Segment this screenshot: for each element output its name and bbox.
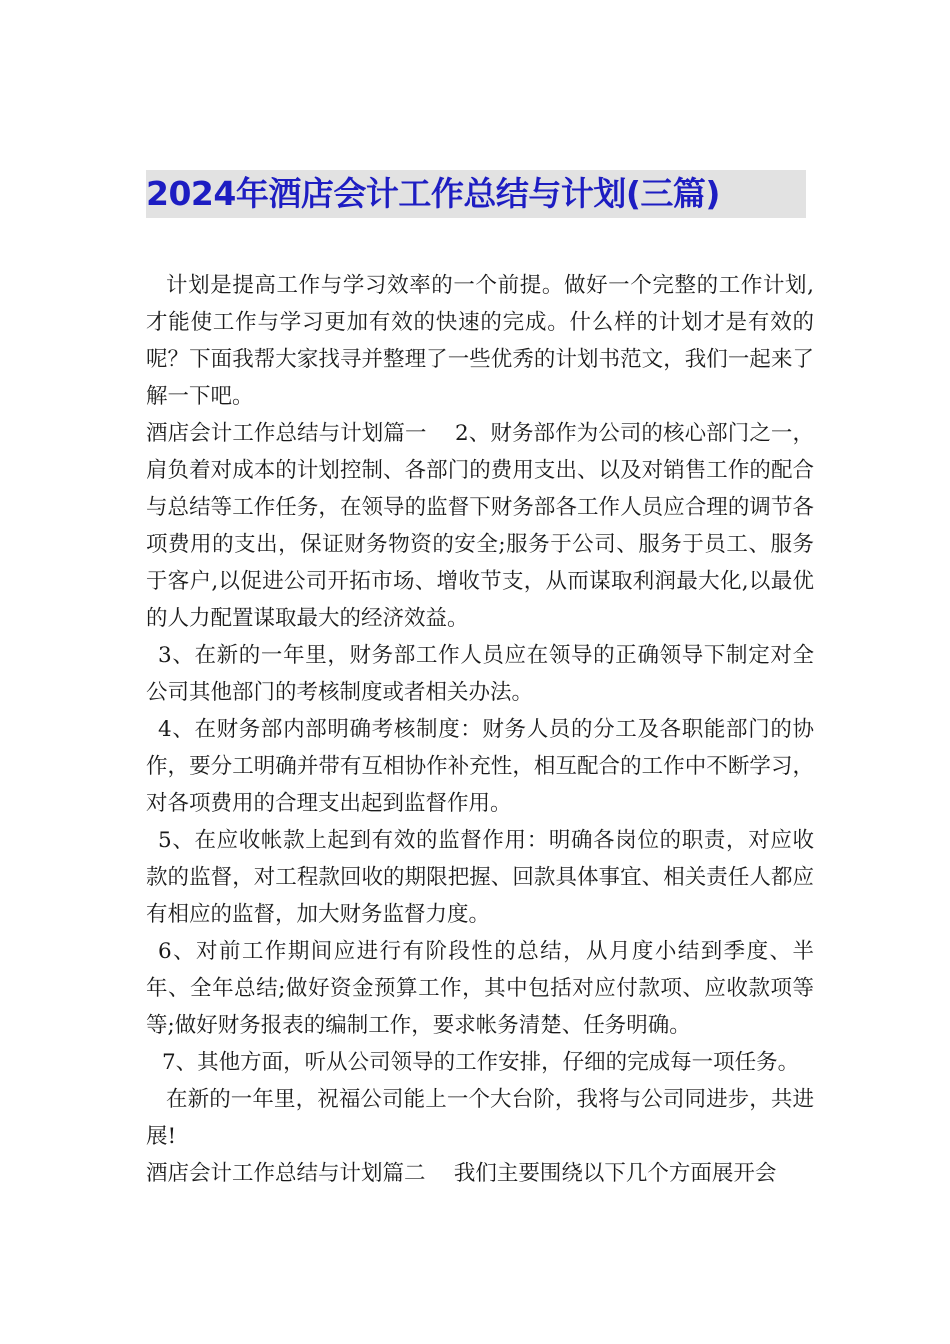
intro-paragraph: 计划是提高工作与学习效率的一个前提。做好一个完整的工作计划,才能使工作与学习更加有效的快速的完成。什么样的计划才是有效的呢？下面我帮大家找寻并整理了一些优秀的计划书范文，我们一起来了解一下吧。 — [146, 273, 814, 409]
section-two-paragraph: 酒店会计工作总结与计划篇二 我们主要围绕以下几个方面展开会 — [146, 1161, 777, 1186]
item-3-paragraph: 3、在新的一年里，财务部工作人员应在领导的正确领导下制定对全公司其他部门的考核制度或者相关办法。 — [146, 643, 814, 705]
section-one-paragraph: 酒店会计工作总结与计划篇一 2、财务部作为公司的核心部门之一，肩负着对成本的计划控制、各部门的费用支出、以及对销售工作的配合与总结等工作任务，在领导的监督下财务部各工作人员应合理的调节各项费用的支出，保证财务物资的安全;服务于公司、服务于员工、服务于客户,以促进公司开拓市场、增收节支，从而谋取利润最大化,以最优的人力配置谋取最大的经济效益。 — [146, 421, 814, 631]
item-5-paragraph: 5、在应收帐款上起到有效的监督作用：明确各岗位的职责，对应收款的监督，对工程款回收的期限把握、回款具体事宜、相关责任人都应有相应的监督，加大财务监督力度。 — [146, 828, 814, 927]
item-4-paragraph: 4、在财务部内部明确考核制度：财务人员的分工及各职能部门的协作，要分工明确并带有互相协作补充性，相互配合的工作中不断学习，对各项费用的合理支出起到监督作用。 — [146, 717, 814, 816]
closing-paragraph: 在新的一年里，祝福公司能上一个大台阶，我将与公司同进步，共进展! — [146, 1087, 814, 1149]
document-title: 2024年酒店会计工作总结与计划(三篇) — [146, 170, 806, 218]
document-body — [146, 267, 814, 1192]
item-7-paragraph: 7、其他方面，听从公司领导的工作安排，仔细的完成每一项任务。 — [162, 1050, 800, 1075]
item-6-paragraph: 6、对前工作期间应进行有阶段性的总结，从月度小结到季度、半年、全年总结;做好资金预算工作，其中包括对应付款项、应收款项等等;做好财务报表的编制工作，要求帐务清楚、任务明确。 — [146, 939, 814, 1038]
